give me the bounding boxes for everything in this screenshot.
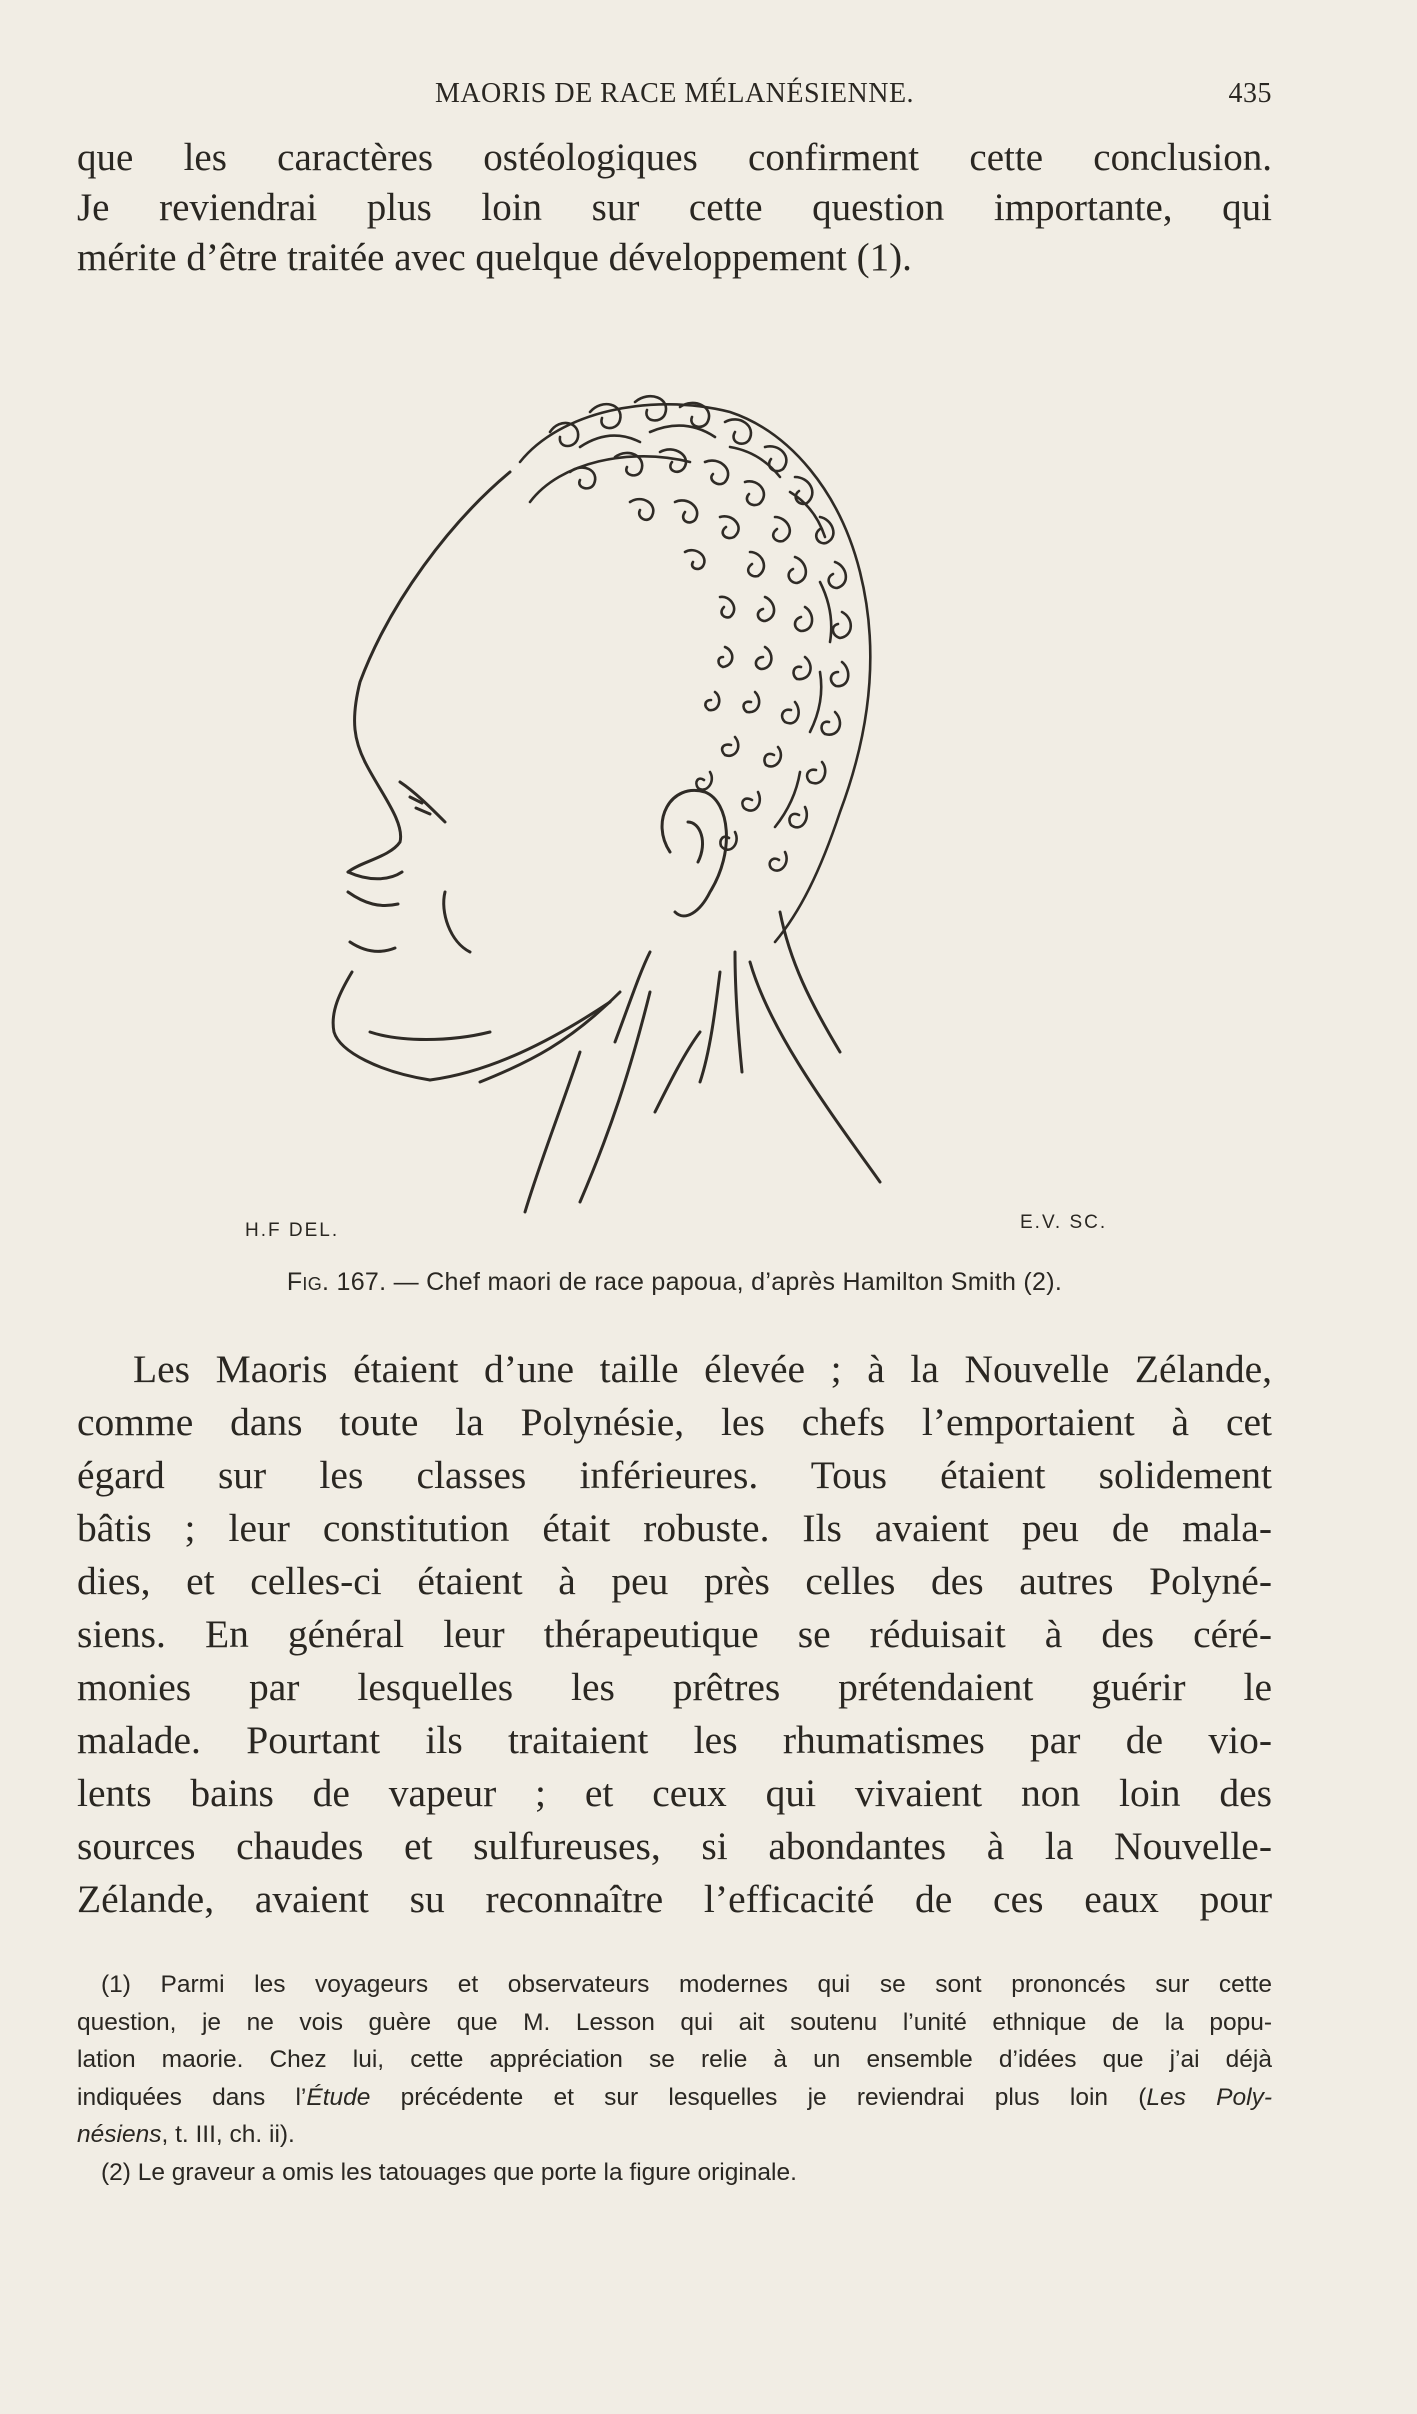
footnote-line: (1) Parmi les voyageurs et observateurs modernes qui se sont prononcés sur cette — [101, 1971, 1272, 1998]
footnote-line — [77, 2116, 1272, 2154]
engraver-credit: E.V. SC. — [1020, 1212, 1108, 1233]
caption-text: — Chef maori de race papoua, d’après Hamilton Smith (2). — [393, 1268, 1063, 1296]
intro-paragraph — [77, 133, 1272, 283]
footnote-italic: nésiens — [77, 2121, 162, 2148]
text-line: lents bains de vapeur ; et ceux qui vivaient non loin des — [77, 1771, 1272, 1815]
running-head — [77, 78, 1272, 118]
text-line: Zélande, avaient su reconnaître l’efficacité de ces eaux pour — [77, 1877, 1272, 1921]
figure-caption — [77, 1268, 1272, 1297]
text-line: monies par lesquelles les prêtres prétendaient guérir le — [77, 1665, 1272, 1709]
figure-label: Fig. 167. — [286, 1268, 387, 1296]
text-line: dies, et celles-ci étaient à peu près celles des autres Polyné- — [77, 1559, 1272, 1603]
footnote-fragment: , t. III, ch. ii). — [161, 2121, 295, 2148]
footnote-italic: Étude — [306, 2083, 371, 2111]
footnotes — [77, 1966, 1272, 2191]
footnote-line: lation maorie. Chez lui, cette appréciation se relie à un ensemble d’idées que j’ai déjà — [77, 2046, 1272, 2073]
text-line: que les caractères ostéologiques confirment cette conclusion. — [77, 136, 1272, 179]
text-line: siens. En général leur thérapeutique se réduisait à des céré- — [77, 1612, 1272, 1656]
text-line: malade. Pourtant ils traitaient les rhumatismes par de vio- — [77, 1718, 1272, 1762]
body-paragraph — [77, 1343, 1272, 1926]
text-line: comme dans toute la Polynésie, les chefs l’emportaient à cet — [77, 1400, 1272, 1444]
footnote-line — [77, 2079, 1272, 2117]
engraving-maori-chief — [230, 352, 1030, 1232]
text-line: mérite d’être traitée avec quelque développement (1). — [77, 236, 912, 279]
footnote-line: (2) Le graveur a omis les tatouages que porte la figure originale. — [101, 2158, 797, 2186]
drawer-credit: H.F DEL. — [245, 1220, 340, 1241]
text-line: sources chaudes et sulfureuses, si abondantes à la Nouvelle- — [77, 1824, 1272, 1868]
footnote-fragment: indiquées dans l’ — [77, 2083, 307, 2111]
page-number: 435 — [1228, 78, 1272, 109]
text-line: Je reviendrai plus loin sur cette question importante, qui — [77, 186, 1272, 229]
running-title: MAORIS DE RACE MÉLANÉSIENNE. — [434, 78, 915, 109]
text-line: égard sur les classes inférieures. Tous étaient solidement — [77, 1453, 1272, 1497]
footnote-line: question, je ne vois guère que M. Lesson qui ait soutenu l’unité ethnique de la popu- — [77, 2008, 1272, 2036]
footnote-italic: Les Poly- — [1146, 2083, 1272, 2111]
text-line: Les Maoris étaient d’une taille élevée ; à la Nouvelle Zélande, — [133, 1347, 1272, 1391]
footnote-fragment: précédente et sur lesquelles je reviendrai plus loin ( — [370, 2083, 1147, 2111]
text-line: bâtis ; leur constitution était robuste. Ils avaient peu de mala- — [77, 1506, 1272, 1550]
